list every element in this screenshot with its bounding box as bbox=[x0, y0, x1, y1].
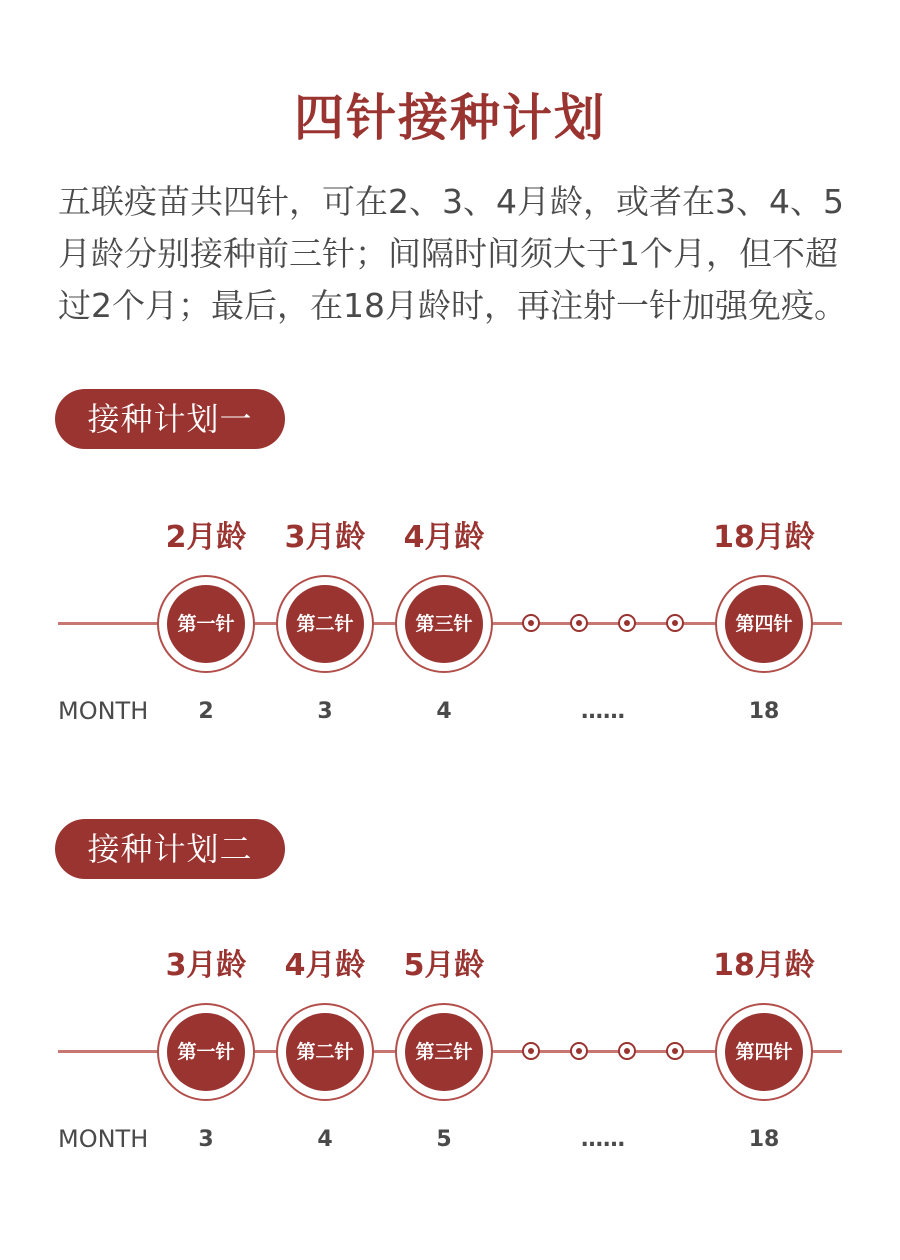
age-label: 18月龄 bbox=[713, 520, 815, 555]
timeline-dot bbox=[570, 614, 588, 632]
month-value: 3 bbox=[198, 1127, 214, 1152]
month-value: 4 bbox=[317, 1127, 333, 1152]
dose-node bbox=[157, 575, 255, 673]
timeline-dot bbox=[570, 1042, 588, 1060]
dose-node bbox=[395, 1003, 493, 1101]
dose-label: 第二针 bbox=[286, 585, 364, 663]
dose-node bbox=[276, 575, 374, 673]
age-label: 18月龄 bbox=[713, 948, 815, 983]
dose-label: 第二针 bbox=[286, 1013, 364, 1091]
month-label: MONTH bbox=[58, 697, 149, 725]
timeline-dot bbox=[618, 1042, 636, 1060]
dose-label: 第四针 bbox=[725, 585, 803, 663]
month-value: 2 bbox=[198, 699, 214, 724]
month-value: 4 bbox=[436, 699, 452, 724]
timeline-dot bbox=[522, 614, 540, 632]
age-label: 5月龄 bbox=[403, 948, 485, 983]
page-title: 四针接种计划 bbox=[294, 89, 606, 147]
plan-2-badge: 接种计划二 bbox=[55, 819, 285, 879]
plan-1-badge: 接种计划一 bbox=[55, 389, 285, 449]
age-label: 3月龄 bbox=[284, 520, 366, 555]
age-label: 3月龄 bbox=[165, 948, 247, 983]
dose-label: 第三针 bbox=[405, 1013, 483, 1091]
dose-node bbox=[715, 1003, 813, 1101]
dose-label: 第一针 bbox=[167, 1013, 245, 1091]
plan-2-timeline bbox=[0, 948, 900, 1178]
dose-label: 第三针 bbox=[405, 585, 483, 663]
dose-node bbox=[157, 1003, 255, 1101]
age-label: 2月龄 bbox=[165, 520, 247, 555]
month-value: 5 bbox=[436, 1127, 452, 1152]
intro-paragraph: 五联疫苗共四针，可在2、3、4月龄，或者在3、4、5月龄分别接种前三针；间隔时间须大于1个月，但不超过2个月；最后，在18月龄时，再注射一针加强免疫。 bbox=[58, 182, 847, 325]
dose-node bbox=[276, 1003, 374, 1101]
timeline-dot bbox=[522, 1042, 540, 1060]
month-label: MONTH bbox=[58, 1125, 149, 1153]
month-value: 3 bbox=[317, 699, 333, 724]
timeline-dot bbox=[618, 614, 636, 632]
month-value: 18 bbox=[748, 1127, 780, 1152]
month-ellipsis: …… bbox=[581, 699, 625, 724]
dose-label: 第四针 bbox=[725, 1013, 803, 1091]
month-ellipsis: …… bbox=[581, 1127, 625, 1152]
timeline-dot bbox=[666, 614, 684, 632]
timeline-dot bbox=[666, 1042, 684, 1060]
dose-node bbox=[395, 575, 493, 673]
age-label: 4月龄 bbox=[403, 520, 485, 555]
month-value: 18 bbox=[748, 699, 780, 724]
dose-label: 第一针 bbox=[167, 585, 245, 663]
dose-node bbox=[715, 575, 813, 673]
age-label: 4月龄 bbox=[284, 948, 366, 983]
plan-1-timeline bbox=[0, 520, 900, 750]
